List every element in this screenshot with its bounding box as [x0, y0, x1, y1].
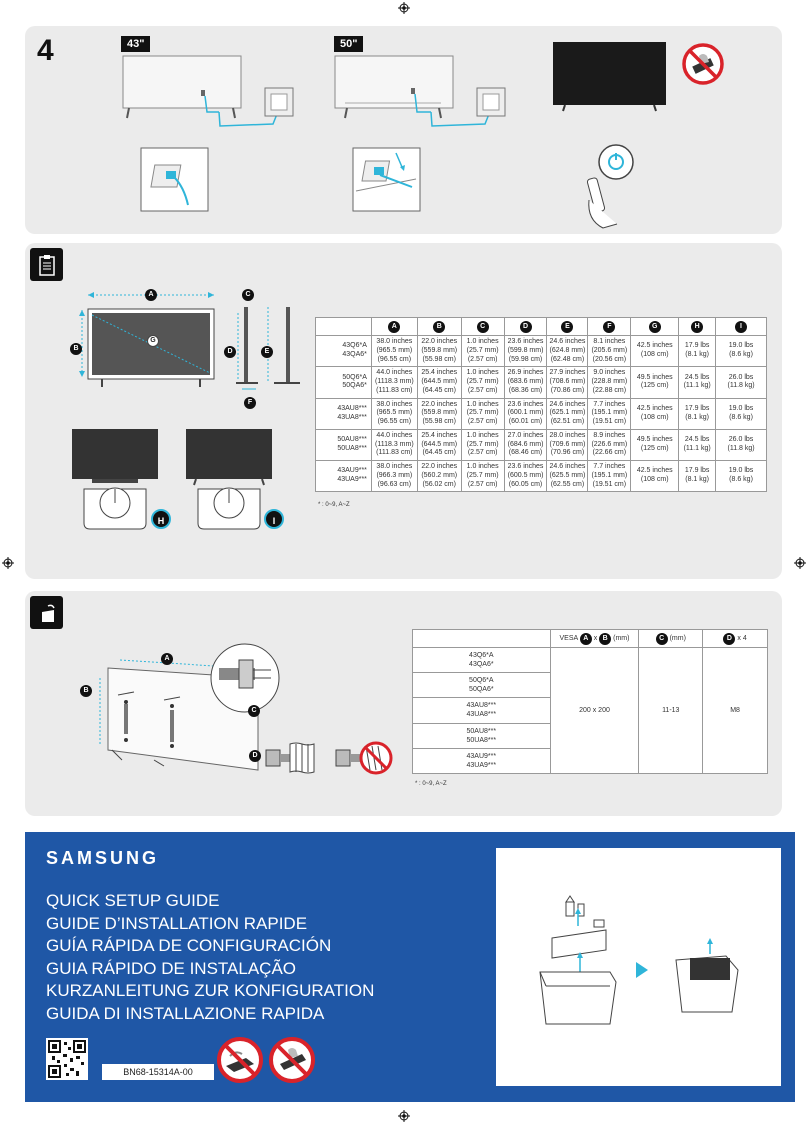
- spec-header-badge: D: [520, 321, 532, 333]
- spec-header-d: [504, 318, 547, 336]
- spec-value: 7.7 inches: [593, 463, 626, 470]
- spec-value: 9.0 inches: [593, 369, 626, 377]
- spec-value: 28.0 inches: [549, 431, 586, 439]
- spec-value: 42.5 inches: [636, 342, 673, 350]
- spec-cell: [504, 461, 547, 492]
- spec-value: (8.6 kg): [729, 476, 753, 484]
- spec-value: (60.05 cm): [508, 480, 543, 488]
- model-name: 43UA8***: [337, 413, 367, 421]
- table-row: [316, 461, 767, 492]
- model-name: 43AU9***: [337, 467, 367, 475]
- spec-header-badge: B: [433, 321, 445, 333]
- spec-cell: [461, 336, 504, 367]
- screw-length-header: [639, 630, 703, 648]
- spec-value: 24.6 inches: [549, 338, 586, 345]
- spec-cell: [547, 461, 588, 492]
- spec-value: 38.0 inches: [376, 400, 413, 408]
- spec-cell: [547, 429, 588, 460]
- spec-value: (25.7 mm): [466, 440, 499, 448]
- spec-value: (108 cm): [640, 413, 669, 421]
- spec-cell: [504, 336, 547, 367]
- spec-cell: [679, 429, 716, 460]
- vesa-label: VESA: [559, 634, 578, 642]
- spec-value: (70.96 cm): [550, 449, 585, 457]
- guide-title: GUÍA RÁPIDA DE CONFIGURACIÓN: [46, 936, 332, 955]
- spec-cell: [547, 336, 588, 367]
- part-number: BN68-15314A-00: [102, 1064, 214, 1080]
- spec-value: 42.5 inches: [636, 467, 673, 475]
- table-row: [316, 398, 767, 429]
- guide-title: QUICK SETUP GUIDE: [46, 891, 220, 910]
- spec-value: (8.1 kg): [685, 476, 709, 484]
- spec-value: 17.9 lbs: [684, 342, 710, 350]
- spec-value: (8.6 kg): [729, 413, 753, 421]
- spec-value: 1.0 inches: [466, 338, 499, 345]
- spec-value: (8.1 kg): [685, 413, 709, 421]
- spec-cell: [631, 461, 679, 492]
- d-x4-label: x 4: [737, 634, 747, 642]
- spec-header-a: [371, 318, 417, 336]
- spec-value: 8.9 inches: [593, 431, 626, 439]
- wall-mount-table: [412, 629, 768, 774]
- spec-cell: [371, 336, 417, 367]
- screw-correct-illustration: [262, 740, 324, 776]
- model-cell: [413, 748, 551, 773]
- spec-value: (2.57 cm): [467, 480, 498, 488]
- spec-value: (2.57 cm): [467, 355, 498, 363]
- spec-value: 38.0 inches: [376, 338, 413, 345]
- model-name: 50AU8***: [337, 436, 367, 444]
- table-corner: [316, 318, 372, 336]
- model-name: 50UA8***: [337, 444, 367, 452]
- spec-header-badge: C: [477, 321, 489, 333]
- spec-value: (62.51 cm): [550, 418, 585, 425]
- spec-cell: [461, 398, 504, 429]
- spec-value: (966.3 mm): [376, 471, 413, 479]
- spec-cell: [547, 398, 588, 429]
- d-badge: D: [723, 633, 735, 645]
- spec-value: (205.6 mm): [591, 346, 628, 354]
- spec-cell: [588, 336, 631, 367]
- spec-value: (25.7 mm): [466, 378, 499, 385]
- spec-cell: [716, 367, 767, 398]
- c-badge: C: [656, 633, 668, 645]
- spec-value: (965.5 mm): [376, 346, 413, 354]
- spec-value: 23.6 inches: [507, 463, 544, 470]
- weight-with-stand-illustration: [184, 427, 304, 529]
- plug-detail-43-illustration: [140, 147, 210, 213]
- model-name: 43AU9***: [466, 752, 497, 760]
- label-d: D: [224, 346, 236, 358]
- spec-cell: [679, 461, 716, 492]
- spec-cell: [631, 367, 679, 398]
- model-name: 43AU8***: [466, 702, 497, 710]
- spec-value: 1.0 inches: [466, 463, 499, 470]
- spec-value: 49.5 inches: [636, 436, 673, 444]
- spec-cell: [504, 398, 547, 429]
- spec-value: 23.6 inches: [507, 400, 544, 408]
- spec-value: 26.0 lbs: [728, 436, 754, 444]
- label-h: H: [151, 509, 171, 529]
- model-cell: [413, 648, 551, 673]
- spec-value: (68.36 cm): [508, 386, 543, 394]
- spec-value: (22.88 cm): [592, 386, 627, 394]
- vesa-header: [550, 630, 639, 648]
- spec-value: (111.83 cm): [376, 386, 413, 394]
- guide-title: GUIDE D’INSTALLATION RAPIDE: [46, 913, 308, 933]
- spec-header-f: [588, 318, 631, 336]
- spec-value: 25.4 inches: [421, 369, 458, 377]
- model-name: 50Q6*A: [469, 677, 494, 685]
- spec-value: (59.98 cm): [508, 355, 543, 363]
- registration-mark-top: [398, 2, 410, 14]
- label-i: I: [264, 509, 284, 529]
- spec-cell: [588, 461, 631, 492]
- spec-value: (60.01 cm): [508, 418, 543, 425]
- model-cell: [413, 698, 551, 723]
- spec-value: (64.45 cm): [422, 386, 456, 394]
- spec-value: 7.7 inches: [593, 400, 626, 408]
- tv-back-43-illustration: [115, 54, 315, 134]
- spec-value: (96.55 cm): [377, 418, 412, 425]
- spec-value: (11.8 kg): [727, 444, 755, 452]
- model-name: 43QA6*: [469, 661, 494, 669]
- spec-value: (62.48 cm): [550, 355, 585, 363]
- registration-mark-bottom: [398, 1110, 410, 1122]
- spec-value: (559.8 mm): [421, 346, 458, 354]
- table-row: [316, 367, 767, 398]
- spec-value: 44.0 inches: [376, 431, 413, 439]
- spec-value: (559.8 mm): [421, 409, 458, 417]
- spec-value: (11.1 kg): [683, 382, 711, 390]
- spec-cell: [417, 429, 461, 460]
- model-name: 50QA6*: [342, 382, 367, 390]
- spec-cell: [716, 336, 767, 367]
- spec-value: 26.9 inches: [507, 369, 544, 377]
- spec-value: (599.8 mm): [507, 346, 544, 354]
- spec-value: (68.46 cm): [508, 449, 543, 457]
- spec-value: (2.57 cm): [467, 386, 498, 394]
- spec-cell: [588, 429, 631, 460]
- label-a: A: [145, 289, 157, 301]
- guide-title: KURZANLEITUNG ZUR KONFIGURATION: [46, 981, 375, 1000]
- spec-cell: [417, 461, 461, 492]
- model-cell: [316, 367, 372, 398]
- spec-value: 17.9 lbs: [684, 404, 710, 412]
- spec-cell: [371, 461, 417, 492]
- spec-cell: [371, 367, 417, 398]
- spec-value: 19.0 lbs: [728, 404, 754, 412]
- spec-header-e: [547, 318, 588, 336]
- spec-value: (8.1 kg): [685, 351, 709, 359]
- spec-value: (600.5 mm): [507, 471, 544, 479]
- model-cell: [413, 673, 551, 698]
- model-name: 43UA8***: [466, 711, 497, 719]
- spec-value: (624.8 mm): [549, 346, 586, 354]
- spec-value: (11.8 kg): [727, 382, 755, 390]
- spec-value: (560.2 mm): [421, 471, 458, 479]
- model-name: 43UA9***: [466, 761, 497, 769]
- model-name: 50QA6*: [469, 686, 494, 694]
- spec-value: (8.6 kg): [729, 351, 753, 359]
- specifications-table: [315, 317, 767, 492]
- spec-value: 17.9 lbs: [684, 467, 710, 475]
- spec-value: 24.6 inches: [549, 400, 586, 408]
- wall-label-a: A: [161, 653, 173, 665]
- spec-value: (25.7 mm): [466, 409, 499, 417]
- table-row: [316, 429, 767, 460]
- spec-cell: [504, 367, 547, 398]
- spec-value: (25.7 mm): [466, 346, 499, 354]
- vesa-a-badge: A: [580, 633, 592, 645]
- screw-incorrect-illustration: [334, 740, 396, 776]
- spec-value: (56.02 cm): [422, 480, 456, 488]
- guide-titles: [46, 890, 374, 1025]
- spec-value: (195.1 mm): [591, 471, 628, 479]
- vesa-mm-label: (mm): [613, 634, 630, 642]
- label-f: F: [244, 397, 256, 409]
- spec-cell: [588, 367, 631, 398]
- spec-value: (2.57 cm): [467, 418, 498, 425]
- spec-value: 27.0 inches: [507, 431, 544, 439]
- spec-cell: [504, 429, 547, 460]
- wall-mount-icon: [30, 596, 63, 629]
- spec-value: 1.0 inches: [466, 431, 499, 439]
- spec-value: (683.6 mm): [507, 378, 544, 385]
- spec-header-g: [631, 318, 679, 336]
- label-c: C: [242, 289, 254, 301]
- no-touch-screen-icon: [681, 42, 725, 86]
- spec-header-badge: A: [388, 321, 400, 333]
- spec-value: (965.5 mm): [376, 409, 413, 417]
- spec-value: 22.0 inches: [421, 400, 458, 408]
- spec-value: (96.63 cm): [377, 480, 412, 488]
- spec-cell: [461, 367, 504, 398]
- spec-value: (64.45 cm): [422, 449, 456, 457]
- table-row: [413, 648, 768, 673]
- spec-cell: [716, 398, 767, 429]
- spec-value: (62.55 cm): [550, 480, 585, 488]
- model-name: 43UA9***: [337, 476, 367, 484]
- model-name: 50UA8***: [466, 736, 497, 744]
- spec-value: (228.8 mm): [591, 378, 628, 385]
- spec-cell: [631, 398, 679, 429]
- spec-value: 24.6 inches: [549, 463, 586, 470]
- spec-value: 22.0 inches: [421, 338, 458, 345]
- spec-value: (684.6 mm): [507, 440, 544, 448]
- qr-code: [46, 1038, 88, 1080]
- spec-cell: [371, 429, 417, 460]
- spec-header-i: [716, 318, 767, 336]
- spec-cell: [716, 461, 767, 492]
- spec-value: (644.5 mm): [421, 378, 458, 385]
- model-cell: [316, 429, 372, 460]
- unboxing-illustration: [530, 900, 750, 1030]
- spec-value: (226.6 mm): [591, 440, 628, 448]
- spec-cell: [716, 429, 767, 460]
- spec-value: (111.83 cm): [376, 449, 413, 457]
- screw-spec-value: M8: [703, 648, 768, 774]
- spec-header-c: [461, 318, 504, 336]
- brand-logo: SAMSUNG: [46, 848, 160, 868]
- model-name: 43Q6*A: [469, 652, 494, 659]
- tv-back-50-illustration: [327, 54, 527, 134]
- spec-value: (55.98 cm): [422, 355, 456, 363]
- spec-value: 1.0 inches: [466, 400, 499, 408]
- spec-cell: [371, 398, 417, 429]
- spec-value: 25.4 inches: [421, 431, 458, 439]
- remote-power-illustration: [583, 140, 643, 230]
- spec-value: (70.86 cm): [550, 386, 585, 394]
- spec-value: 1.0 inches: [466, 369, 499, 377]
- label-b: B: [70, 343, 82, 355]
- model-name: 50AU8***: [466, 727, 497, 735]
- spec-value: (125 cm): [640, 444, 669, 452]
- spec-cell: [417, 367, 461, 398]
- no-press-screen-icon: [268, 1036, 316, 1084]
- spec-header-h: [679, 318, 716, 336]
- spec-value: 24.5 lbs: [684, 436, 710, 444]
- spec-value: (2.57 cm): [467, 449, 498, 457]
- spec-value: (20.56 cm): [592, 355, 627, 363]
- spec-header-badge: I: [735, 321, 747, 333]
- spec-value: 19.0 lbs: [728, 342, 754, 350]
- spec-value: (11.1 kg): [683, 444, 711, 452]
- spec-cell: [631, 336, 679, 367]
- spec-cell: [461, 429, 504, 460]
- spec-value: (625.1 mm): [549, 409, 586, 417]
- spec-value: (644.5 mm): [421, 440, 458, 448]
- wall-table-corner: [413, 630, 551, 648]
- spec-cell: [588, 398, 631, 429]
- model-name: 43AU8***: [337, 404, 367, 412]
- spec-value: 8.1 inches: [593, 338, 626, 345]
- spec-cell: [631, 429, 679, 460]
- spec-header-badge: E: [561, 321, 573, 333]
- wall-footnote: * : 0~9, A~Z: [415, 781, 447, 787]
- spec-footnote: * : 0~9, A~Z: [318, 502, 350, 508]
- model-cell: [316, 336, 372, 367]
- c-mm-label: (mm): [669, 634, 686, 642]
- model-name: 50Q6*A: [342, 373, 367, 381]
- spec-value: 27.9 inches: [549, 369, 586, 377]
- step-number: 4: [37, 34, 54, 67]
- no-lay-flat-icon: [216, 1036, 264, 1084]
- spec-value: 44.0 inches: [376, 369, 413, 377]
- wall-label-c: C: [248, 705, 260, 717]
- wall-label-d: D: [249, 750, 261, 762]
- spec-value: (125 cm): [640, 382, 669, 390]
- spec-value: (108 cm): [640, 476, 669, 484]
- model-name: 43Q6*A: [342, 342, 367, 350]
- guide-title: GUIA RÁPIDO DE INSTALAÇÃO: [46, 958, 297, 978]
- registration-mark-left: [2, 557, 14, 569]
- spec-header-badge: H: [691, 321, 703, 333]
- size-tag-50: 50": [334, 36, 363, 52]
- screw-spec-header: [703, 630, 768, 648]
- tv-front-illustration: [551, 40, 671, 112]
- vesa-b-badge: B: [599, 633, 611, 645]
- spec-value: (1118.3 mm): [375, 440, 414, 448]
- spec-value: 49.5 inches: [636, 373, 673, 381]
- model-name: 43QA6*: [342, 351, 367, 359]
- spec-value: 23.6 inches: [507, 338, 544, 345]
- spec-cell: [547, 367, 588, 398]
- size-tag-43: 43": [121, 36, 150, 52]
- registration-mark-right: [794, 557, 806, 569]
- spec-value: 26.0 lbs: [728, 373, 754, 381]
- spec-cell: [679, 367, 716, 398]
- spec-value: 38.0 inches: [376, 463, 413, 470]
- model-cell: [316, 461, 372, 492]
- table-row: [316, 336, 767, 367]
- weight-without-stand-illustration: [70, 427, 190, 529]
- spec-cell: [679, 398, 716, 429]
- spec-cell: [679, 336, 716, 367]
- spec-value: (625.5 mm): [549, 471, 586, 479]
- spec-cell: [417, 398, 461, 429]
- spec-value: (96.55 cm): [377, 355, 412, 363]
- vesa-x-label: x: [593, 634, 598, 642]
- spec-value: (55.98 cm): [422, 418, 456, 425]
- spec-value: (195.1 mm): [591, 409, 628, 417]
- spec-value: (1118.3 mm): [375, 378, 414, 385]
- spec-value: (22.66 cm): [592, 449, 627, 457]
- label-g: G: [147, 335, 159, 347]
- spec-sheet-icon: [30, 248, 63, 281]
- model-cell: [413, 723, 551, 748]
- screw-length-value: 11-13: [639, 648, 703, 774]
- spec-value: (19.51 cm): [592, 418, 627, 425]
- plug-detail-50-illustration: [352, 147, 422, 213]
- spec-cell: [417, 336, 461, 367]
- spec-value: (19.51 cm): [592, 480, 627, 488]
- label-e: E: [261, 346, 273, 358]
- spec-header-badge: G: [649, 321, 661, 333]
- screw-depth-detail: [209, 640, 281, 716]
- vesa-value: 200 x 200: [550, 648, 639, 774]
- spec-value: (25.7 mm): [466, 471, 499, 479]
- spec-value: (709.6 mm): [549, 440, 586, 448]
- spec-value: (108 cm): [640, 351, 669, 359]
- spec-value: 19.0 lbs: [728, 467, 754, 475]
- spec-value: 22.0 inches: [421, 463, 458, 470]
- guide-title: GUIDA DI INSTALLAZIONE RAPIDA: [46, 1003, 325, 1023]
- spec-header-b: [417, 318, 461, 336]
- model-cell: [316, 398, 372, 429]
- spec-value: (708.6 mm): [549, 378, 586, 385]
- spec-value: 24.5 lbs: [684, 373, 710, 381]
- spec-value: 42.5 inches: [636, 404, 673, 412]
- spec-cell: [461, 461, 504, 492]
- wall-label-b: B: [80, 685, 92, 697]
- spec-value: (600.1 mm): [507, 409, 544, 417]
- spec-header-badge: F: [603, 321, 615, 333]
